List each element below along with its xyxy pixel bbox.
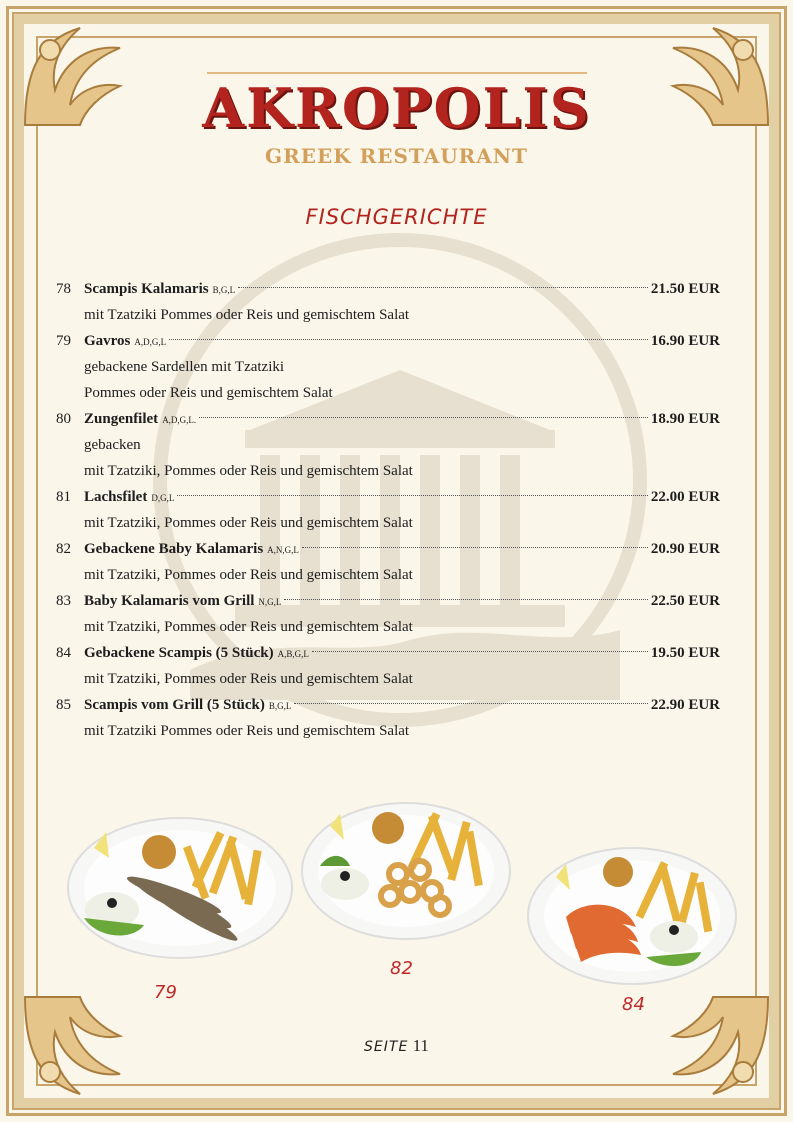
restaurant-subtitle: GREEK RESTAURANT bbox=[265, 144, 528, 168]
item-leader-dots bbox=[238, 287, 648, 288]
item-description: mit Tzatziki, Pommes oder Reis und gemischtem Salat bbox=[84, 515, 413, 531]
item-number: 81 bbox=[56, 489, 71, 505]
item-leader-dots bbox=[199, 417, 648, 418]
item-name: Gebackene Baby Kalamaris bbox=[84, 541, 264, 557]
item-price: 18.90 EUR bbox=[650, 411, 720, 427]
item-allergens: B,G,L bbox=[268, 701, 292, 711]
dish-photo-79 bbox=[64, 810, 296, 960]
item-number: 85 bbox=[56, 697, 71, 713]
item-number: 79 bbox=[56, 333, 71, 349]
item-allergens: B,G,L bbox=[212, 285, 236, 295]
item-description: gebacken bbox=[84, 437, 141, 453]
restaurant-logo bbox=[0, 72, 793, 168]
dish-photo-label: 79 bbox=[154, 982, 177, 1003]
item-price: 19.50 EUR bbox=[650, 645, 720, 661]
item-allergens: A,D,G,L bbox=[134, 337, 167, 347]
menu-item bbox=[56, 484, 720, 510]
section-title: FISCHGERICHTE bbox=[305, 205, 488, 229]
item-name: Gavros bbox=[84, 333, 131, 349]
menu-item bbox=[56, 536, 720, 562]
item-name: Zungenfilet bbox=[84, 411, 159, 427]
item-allergens: A,B,G,L bbox=[277, 649, 309, 659]
page-number: 11 bbox=[412, 1036, 429, 1055]
item-description: mit Tzatziki Pommes oder Reis und gemischtem Salat bbox=[84, 307, 410, 323]
dish-photo-label: 82 bbox=[390, 958, 413, 979]
dish-photo-84 bbox=[526, 842, 738, 990]
item-price: 20.90 EUR bbox=[650, 541, 720, 557]
item-leader-dots bbox=[169, 339, 648, 340]
item-name: Scampis vom Grill (5 Stück) bbox=[84, 697, 265, 713]
item-description: mit Tzatziki, Pommes oder Reis und gemischtem Salat bbox=[84, 463, 413, 479]
item-description: mit Tzatziki, Pommes oder Reis und gemischtem Salat bbox=[84, 619, 413, 635]
page-label: SEITE bbox=[364, 1039, 409, 1055]
item-price: 21.50 EUR bbox=[650, 281, 720, 297]
item-number: 84 bbox=[56, 645, 71, 661]
item-description: gebackene Sardellen mit Tzatziki bbox=[84, 359, 285, 375]
item-description: Pommes oder Reis und gemischtem Salat bbox=[84, 385, 333, 401]
item-number: 78 bbox=[56, 281, 71, 297]
menu-item bbox=[56, 276, 720, 302]
dish-photo-label: 84 bbox=[622, 994, 645, 1015]
item-leader-dots bbox=[284, 599, 647, 600]
item-allergens: N,G,L bbox=[258, 597, 282, 607]
menu-item bbox=[56, 328, 720, 354]
item-name: Lachsfilet bbox=[84, 489, 148, 505]
restaurant-name: AKROPOLIS bbox=[202, 76, 591, 140]
item-number: 80 bbox=[56, 411, 71, 427]
item-leader-dots bbox=[177, 495, 648, 496]
item-price: 22.90 EUR bbox=[650, 697, 720, 713]
menu-item bbox=[56, 588, 720, 614]
item-leader-dots bbox=[302, 547, 648, 548]
item-number: 83 bbox=[56, 593, 71, 609]
item-allergens: D,G,L bbox=[151, 493, 175, 503]
menu-item bbox=[56, 406, 720, 432]
item-allergens: A,N,G,L bbox=[267, 545, 299, 555]
item-name: Baby Kalamaris vom Grill bbox=[84, 593, 255, 609]
item-price: 16.90 EUR bbox=[650, 333, 720, 349]
item-description: mit Tzatziki Pommes oder Reis und gemischtem Salat bbox=[84, 723, 410, 739]
item-name: Scampis Kalamaris bbox=[84, 281, 209, 297]
item-allergens: A,D,G,L. bbox=[162, 415, 197, 425]
menu-item bbox=[56, 692, 720, 718]
page-footer bbox=[0, 1036, 793, 1056]
menu-item bbox=[56, 640, 720, 666]
item-price: 22.50 EUR bbox=[650, 593, 720, 609]
dish-photo-82 bbox=[300, 796, 512, 946]
item-number: 82 bbox=[56, 541, 71, 557]
item-description: mit Tzatziki, Pommes oder Reis und gemischtem Salat bbox=[84, 567, 413, 583]
item-leader-dots bbox=[294, 703, 647, 704]
item-name: Gebackene Scampis (5 Stück) bbox=[84, 645, 274, 661]
item-price: 22.00 EUR bbox=[650, 489, 720, 505]
item-leader-dots bbox=[312, 651, 648, 652]
menu-list bbox=[56, 276, 720, 744]
item-description: mit Tzatziki, Pommes oder Reis und gemischtem Salat bbox=[84, 671, 413, 687]
